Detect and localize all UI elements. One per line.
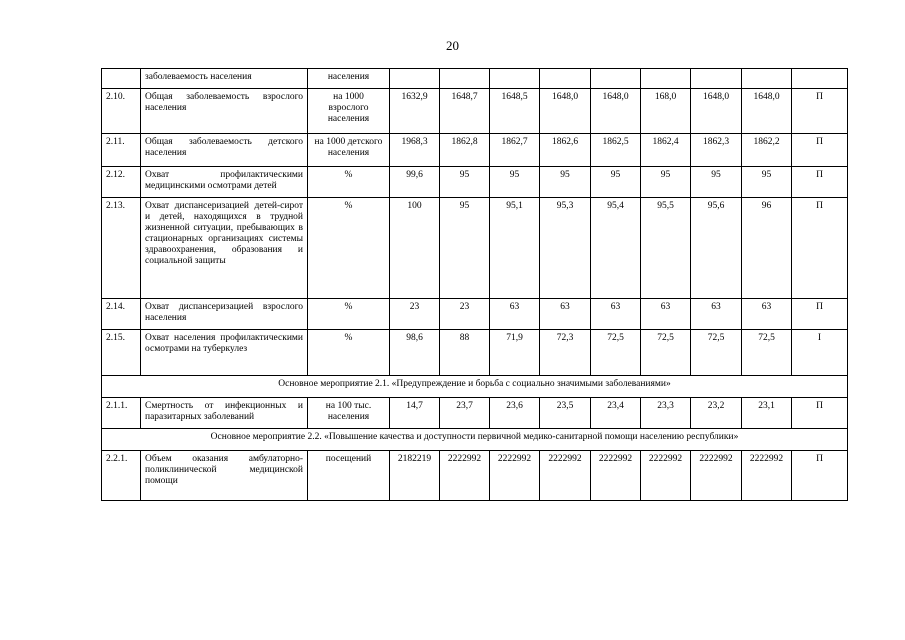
unit-cell: % xyxy=(308,198,390,299)
value-cell: 95 xyxy=(691,167,742,198)
value-cell: 2222992 xyxy=(691,451,742,501)
value-cell: 100 xyxy=(390,198,440,299)
value-cell xyxy=(490,69,540,89)
value-cell: 95,4 xyxy=(591,198,641,299)
row-number: 2.11. xyxy=(102,134,141,167)
value-cell: 1862,3 xyxy=(691,134,742,167)
value-cell: 2222992 xyxy=(591,451,641,501)
unit-cell: % xyxy=(308,330,390,376)
row-number: 2.2.1. xyxy=(102,451,141,501)
value-cell: 23,4 xyxy=(591,398,641,429)
value-cell: 2222992 xyxy=(641,451,691,501)
value-cell: 23,5 xyxy=(540,398,591,429)
value-cell: 2222992 xyxy=(540,451,591,501)
value-cell: 71,9 xyxy=(490,330,540,376)
value-cell xyxy=(591,69,641,89)
value-cell: 168,0 xyxy=(641,89,691,134)
value-cell: 95,6 xyxy=(691,198,742,299)
source-cell: I xyxy=(792,330,848,376)
value-cell: 72,5 xyxy=(691,330,742,376)
value-cell: 1862,6 xyxy=(540,134,591,167)
section-title: Основное мероприятие 2.2. «Повышение качества и доступности первичной медико-санитарной помощи населению республики» xyxy=(102,429,848,451)
indicator-name: Смертность от инфекционных и паразитарных заболеваний xyxy=(141,398,308,429)
value-cell: 1648,0 xyxy=(540,89,591,134)
value-cell xyxy=(440,69,490,89)
table-row xyxy=(102,69,848,89)
value-cell: 14,7 xyxy=(390,398,440,429)
section-row xyxy=(102,429,848,451)
value-cell: 2222992 xyxy=(490,451,540,501)
source-cell: П xyxy=(792,134,848,167)
value-cell: 95 xyxy=(440,198,490,299)
value-cell xyxy=(390,69,440,89)
table-row xyxy=(102,398,848,429)
unit-cell: % xyxy=(308,167,390,198)
value-cell: 63 xyxy=(641,299,691,330)
value-cell: 95 xyxy=(641,167,691,198)
indicator-name: Охват диспансеризацией детей-сирот и детей, находящихся в трудной жизненной ситуации, пребывающих в стационарных организациях системы здравоохранения, образования и социальной защиты xyxy=(141,198,308,299)
value-cell: 1862,7 xyxy=(490,134,540,167)
value-cell: 63 xyxy=(490,299,540,330)
value-cell: 95 xyxy=(540,167,591,198)
value-cell: 1862,8 xyxy=(440,134,490,167)
value-cell: 23,3 xyxy=(641,398,691,429)
indicator-name: Охват населения профилактическими осмотрами на туберкулез xyxy=(141,330,308,376)
table-row xyxy=(102,198,848,299)
row-number: 2.12. xyxy=(102,167,141,198)
value-cell: 2222992 xyxy=(440,451,490,501)
indicator-name: Охват диспансеризацией взрослого населения xyxy=(141,299,308,330)
value-cell: 23,2 xyxy=(691,398,742,429)
row-number: 2.15. xyxy=(102,330,141,376)
indicators-table xyxy=(101,68,848,501)
value-cell: 63 xyxy=(540,299,591,330)
value-cell: 1862,2 xyxy=(742,134,792,167)
section-title: Основное мероприятие 2.1. «Предупреждение и борьба с социально значимыми заболеваниями» xyxy=(102,376,848,398)
indicator-name: Общая заболеваемость детского населения xyxy=(141,134,308,167)
value-cell: 95 xyxy=(591,167,641,198)
value-cell: 72,5 xyxy=(591,330,641,376)
source-cell: П xyxy=(792,198,848,299)
source-cell: П xyxy=(792,89,848,134)
value-cell: 95 xyxy=(440,167,490,198)
indicator-name: Охват профилактическими медицинскими осмотрами детей xyxy=(141,167,308,198)
value-cell xyxy=(641,69,691,89)
source-cell: П xyxy=(792,451,848,501)
unit-cell: на 1000 детского населения xyxy=(308,134,390,167)
source-cell xyxy=(792,69,848,89)
value-cell: 72,5 xyxy=(641,330,691,376)
source-cell: П xyxy=(792,167,848,198)
value-cell: 23,6 xyxy=(490,398,540,429)
unit-cell: населения xyxy=(308,69,390,89)
table-row xyxy=(102,89,848,134)
value-cell: 72,3 xyxy=(540,330,591,376)
table-row xyxy=(102,167,848,198)
row-number: 2.10. xyxy=(102,89,141,134)
indicator-name: заболеваемость населения xyxy=(141,69,308,89)
source-cell: П xyxy=(792,398,848,429)
value-cell: 1648,0 xyxy=(742,89,792,134)
table-row xyxy=(102,134,848,167)
value-cell: 2222992 xyxy=(742,451,792,501)
value-cell: 72,5 xyxy=(742,330,792,376)
value-cell: 63 xyxy=(691,299,742,330)
table-row xyxy=(102,299,848,330)
value-cell: 88 xyxy=(440,330,490,376)
value-cell: 23,1 xyxy=(742,398,792,429)
value-cell: 95 xyxy=(490,167,540,198)
value-cell: 95,3 xyxy=(540,198,591,299)
value-cell: 1648,0 xyxy=(691,89,742,134)
table-row xyxy=(102,451,848,501)
value-cell: 1648,0 xyxy=(591,89,641,134)
value-cell: 63 xyxy=(591,299,641,330)
value-cell: 95,1 xyxy=(490,198,540,299)
table-row xyxy=(102,330,848,376)
value-cell: 99,6 xyxy=(390,167,440,198)
source-cell: П xyxy=(792,299,848,330)
value-cell: 23 xyxy=(440,299,490,330)
row-number: 2.13. xyxy=(102,198,141,299)
value-cell: 1632,9 xyxy=(390,89,440,134)
unit-cell: посещений xyxy=(308,451,390,501)
indicator-name: Общая заболеваемость взрослого населения xyxy=(141,89,308,134)
value-cell xyxy=(540,69,591,89)
value-cell: 2182219 xyxy=(390,451,440,501)
value-cell xyxy=(742,69,792,89)
value-cell: 23 xyxy=(390,299,440,330)
value-cell: 98,6 xyxy=(390,330,440,376)
section-row xyxy=(102,376,848,398)
row-number xyxy=(102,69,141,89)
value-cell: 95 xyxy=(742,167,792,198)
unit-cell: на 100 тыс. населения xyxy=(308,398,390,429)
value-cell: 23,7 xyxy=(440,398,490,429)
value-cell: 1862,4 xyxy=(641,134,691,167)
indicator-name: Объем оказания амбулаторно-поликлинической медицинской помощи xyxy=(141,451,308,501)
row-number: 2.14. xyxy=(102,299,141,330)
row-number: 2.1.1. xyxy=(102,398,141,429)
value-cell: 1968,3 xyxy=(390,134,440,167)
value-cell: 95,5 xyxy=(641,198,691,299)
value-cell: 96 xyxy=(742,198,792,299)
unit-cell: на 1000 взрослого населения xyxy=(308,89,390,134)
value-cell: 1648,5 xyxy=(490,89,540,134)
unit-cell: % xyxy=(308,299,390,330)
value-cell: 1648,7 xyxy=(440,89,490,134)
page-number: 20 xyxy=(446,38,459,53)
value-cell: 1862,5 xyxy=(591,134,641,167)
value-cell xyxy=(691,69,742,89)
value-cell: 63 xyxy=(742,299,792,330)
